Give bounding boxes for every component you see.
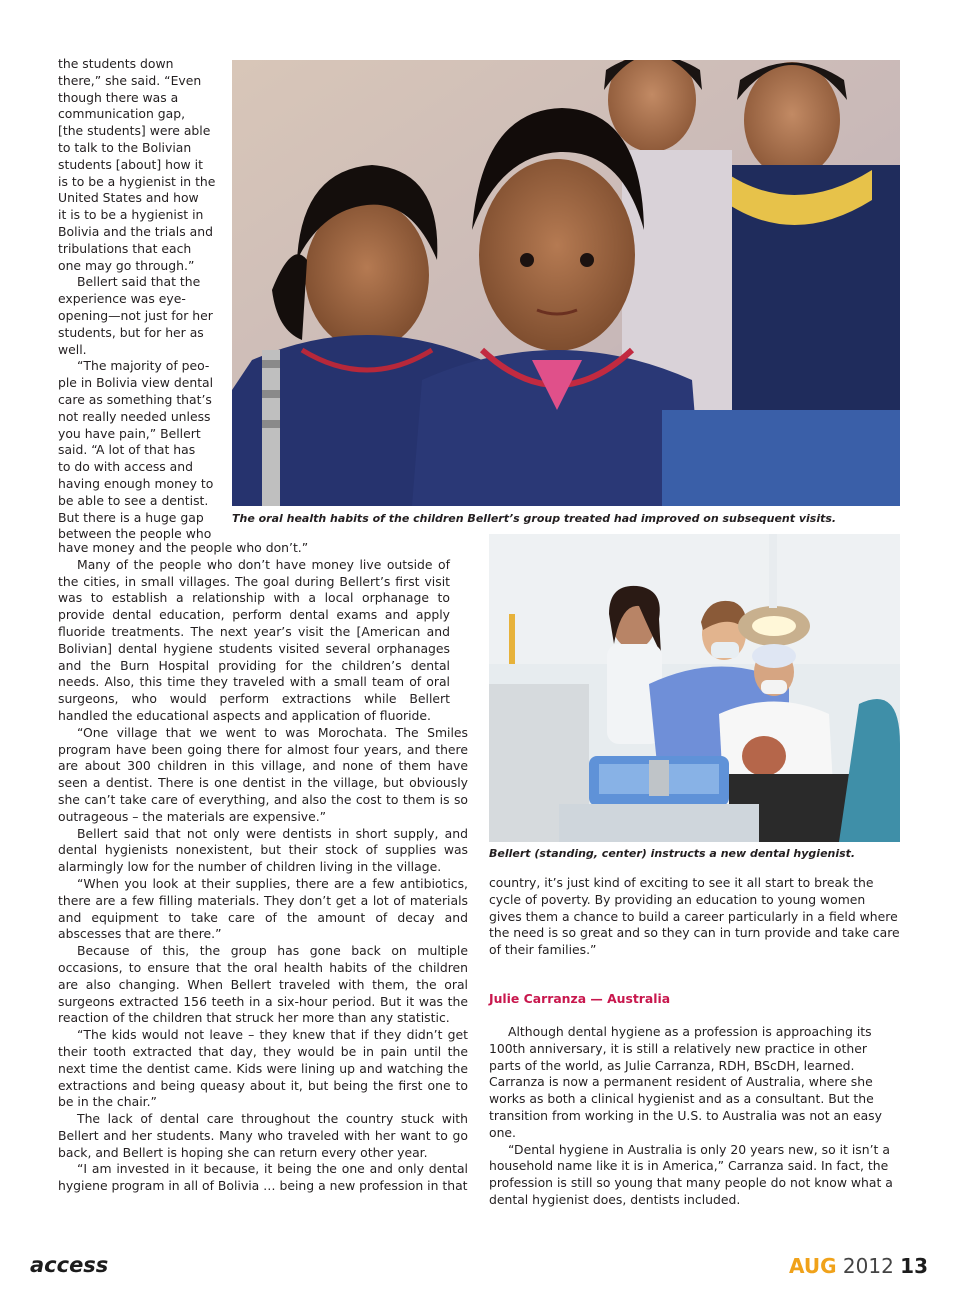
issue-date-page <box>789 1254 928 1278</box>
text-line: though there was a <box>58 89 179 105</box>
text-line: one may go through.” <box>58 257 195 273</box>
paragraph: “One village that we went to was Morochata. The Smiles program have been going there for almost four years, and there are about 300 children in this village, and none of them have seen a dentist. There is one dentist in the village, but obviously she can’t take care of everything, and also the cost to them is so outrageous – the materials are expensive.” <box>58 724 468 824</box>
paragraph: “The kids would not leave – they knew that if they didn’t get their tooth extracted that day, they would be in pain until the next time the dentist came. Kids were lining up and watching the extractions and being queasy about it, but being the first one to be in the chair.” <box>58 1027 468 1110</box>
text-line: having enough money to <box>58 475 214 491</box>
text-line: to do with access and <box>58 459 193 475</box>
text-line: “The majority of peo- <box>77 358 210 374</box>
text-line: care as something that’s <box>58 391 212 407</box>
bottom-photo-caption: Bellert (standing, center) instructs a new dental hygienist. <box>489 847 856 860</box>
paragraph: “I am invested in it because, it being the one and only dental hygiene program in all of Bolivia … being a new profession in that <box>58 1161 468 1194</box>
text-line: [the students] were able <box>58 123 211 139</box>
issue-month: AUG <box>789 1254 837 1278</box>
text-line: is to be a hygienist in the <box>58 173 216 189</box>
narrow-column-text <box>58 56 228 543</box>
paragraph: Because of this, the group has gone back on multiple occasions, to ensure that the oral health habits of the children are also changing. When Bellert traveled with them, the oral surgeons extracted 156 teeth in a six-hour period. But it was the reaction of the children that struck her more than any statistic. <box>58 943 468 1026</box>
paragraph: The lack of dental care throughout the country stuck with Bellert and her students. Many who traveled with her want to go back, and Bellert is hoping she can return every other year. <box>58 1111 468 1160</box>
text-line: it is to be a hygienist in <box>58 207 204 223</box>
text-line: students, but for her as <box>58 324 204 340</box>
text-line: well. <box>58 341 87 357</box>
text-line: to talk to the Bolivian <box>58 139 192 155</box>
text-line: not really needed unless <box>58 408 211 424</box>
paragraph: Many of the people who don’t have money live outside of the cities, in small villages. The goal during Bellert’s first visit was to establish a relationship with a local orphanage to provide dental education, perform dental exams and apply fluoride treatments. The next year’s visit the [American and Bolivian] dental hygiene students visited several orphanages and the Burn Hospital providing for the children’s dental needs. Also, this time they traveled with a small team of oral surgeons, who would perform extractions while Bellert handled the educational aspects and application of fluoride. <box>58 556 450 723</box>
children-photo-illustration <box>232 60 900 506</box>
paragraph: Bellert said that not only were dentists in short supply, and dental hygienists nonexistent, but their stock of supplies was alarmingly low for the number of children living in the village. <box>58 825 468 875</box>
text-line: you have pain,” Bellert <box>58 425 201 441</box>
text-line: experience was eye- <box>58 291 186 307</box>
text-line: be able to see a dentist. <box>58 492 209 508</box>
text-line: ple in Bolivia view dental <box>58 375 214 391</box>
left-column-text <box>58 540 468 1195</box>
paragraph: country, it’s just kind of exciting to see it all start to break the cycle of poverty. By providing an education to young women gives them a chance to build a career particularly in a field where the need is so great and so they can in turn provide and take care of their families.” <box>489 875 900 958</box>
text-line: students [about] how it <box>58 156 203 172</box>
text-line: there,” she said. “Even <box>58 72 202 88</box>
text-line: the students down <box>58 56 174 71</box>
right-column-text <box>489 875 900 959</box>
dental-clinic-photo <box>489 534 900 842</box>
text-line: between the people who <box>58 526 212 542</box>
text-line: But there is a huge gap <box>58 509 204 525</box>
paragraph: Although dental hygiene as a profession is approaching its 100th anniversary, it is still a relatively new practice in other parts of the world, as Julie Carranza, RDH, BScDH, learned. Carranza is now a permanent resident of Australia, where she works as both a clinical hygienist and as a consultant. But the transition from working in the U.S. to Australia was not an easy one. <box>489 1024 882 1140</box>
paragraph: “When you look at their supplies, there are a few antibiotics, there are a few filling materials. They don’t get a lot of materials and equipment to take care of the amount of decay and abscesses that are there.” <box>58 875 468 942</box>
section-heading: Julie Carranza — Australia <box>489 991 671 1006</box>
magazine-logo: access <box>30 1253 109 1277</box>
text-line: Bolivia and the trials and <box>58 223 213 239</box>
children-photo <box>232 60 900 506</box>
paragraph: “Dental hygiene in Australia is only 20 years new, so it isn’t a household name like it is in America,” Carranza said. In fact, the profession is still so young that many people do not know what a dental hygienist does, dentists included. <box>489 1141 893 1207</box>
section-text <box>489 1024 900 1209</box>
issue-year: 2012 <box>842 1254 894 1278</box>
dental-clinic-illustration <box>489 534 900 842</box>
text-line: United States and how <box>58 190 199 206</box>
text-line: Bellert said that the <box>77 274 201 290</box>
page-number: 13 <box>900 1254 928 1278</box>
text-line: communication gap, <box>58 106 186 122</box>
top-photo-caption: The oral health habits of the children Bellert’s group treated had improved on subsequent visits. <box>232 512 837 525</box>
text-line: opening—not just for her <box>58 307 213 323</box>
text-line: said. “A lot of that has <box>58 442 196 458</box>
text-line: tribulations that each <box>58 240 192 256</box>
paragraph: have money and the people who don’t.” <box>58 540 309 555</box>
